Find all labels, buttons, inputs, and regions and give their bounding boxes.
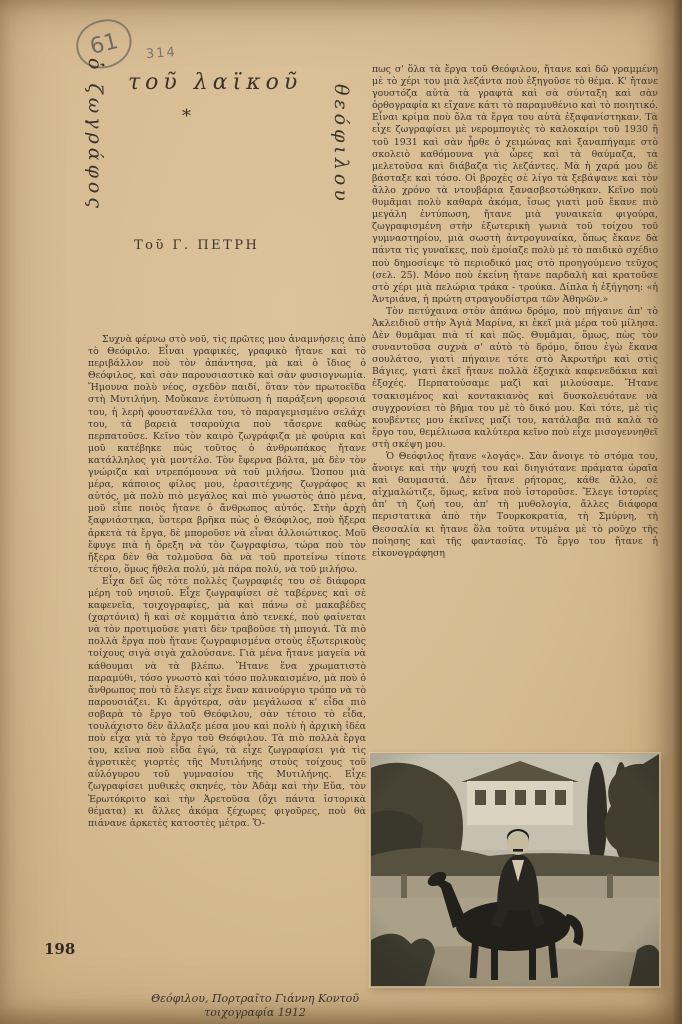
scan-edge-shadow	[672, 0, 682, 1024]
right-column-paragraphs	[372, 306, 658, 560]
author-byline: Τοῦ Γ. ΠΕΤΡΗ	[134, 238, 260, 253]
vertical-title-left: ὁ ζωγράφος	[84, 58, 106, 213]
page-number: 198	[44, 940, 76, 958]
vertical-title-right: θεόφιλου	[330, 84, 352, 205]
left-text-column	[88, 334, 366, 968]
figure-caption-line1: Θεόφιλου, Πορτραῖτο Γιάννη Κοντοῦ	[151, 992, 359, 1005]
painting-photo	[370, 753, 660, 987]
painting-portrait-on-horseback	[371, 754, 659, 986]
right-text-column	[372, 64, 658, 748]
paragraph: Συχνὰ φέρνω στὸ νοῦ, τὶς πρῶτες μου ἀναμνήσεις ἀπὸ τὸ Θεόφιλο. Εἶναι γραφικές, γραφικὸ ἤτανε καὶ τὸ περιβάλλον ποὺ τὸν ἀπάντησα, μὰ καὶ ὁ ἴδιος ὁ Θεόφιλος, καὶ σὰν παρουσιαστικὸ καὶ σὰν φυσιογνωμία. Ἤμουνα πολὺ νέος, σχεδὸν παιδί, ὅταν τὸν πρωτοεῖδα στὴ Μυτιλήνη. Μοὔκανε ἐντύπωση ἡ παράξενη φορεσιά του, ἡ λερὴ φουστανέλλα του, τὸ παραγεμισμένο σελάχι του, τὰ βαρειὰ τσαρούχια ποὺ τἄσερνε καθὼς περπατοῦσε. Κεῖνο τὸν καιρὸ ζωγράφιζα μὲ φούρια καὶ μοῦ κατέβηκε πὼς τοῦτος ὁ ἀνθρωπάκος ἤτανε κατάλληλος γιὰ μοντέλο. Τὸν ἔφερνα βόλτα, μὰ δὲν τὸν γνώριζα καὶ ντρεπόμουνα νὰ τοῦ μιλήσω. Ὥσπου μιὰ μέρα, κάποιος φίλος μου, ἐρασιτέχνης ζωγράφος κι αὐτός, μὰ πολὺ πιὸ μεγάλος καὶ πιὸ γνωστὸς ἀπὸ μένα, μοῦ εἶπε ποιὸς ἤτανε ὁ ἄνθρωπος αὐτός. Στὴν ἀρχὴ ξαφνιάστηκα, ὕστερα βρῆκα πὼς ὁ Θεόφιλος, ποὺ ἤξερα ἀρκετὰ τὰ ἔργα, δὲ μποροῦσε νὰ εἶναι ἀλλοιώτικος. Μοῦ ἔφυγε πιὰ ἡ ὄρεξη νὰ τὸν ζωγραφίσω, τώρα ποὺ τὸν ἤξερα δὲν θὰ τολμοῦσα δὰ νὰ τοῦ προτείνω τίποτε τέτοιο, ὅμως ἤθελα πολύ, μὰ πάρα πολύ, νὰ τοῦ μιλήσω.	[88, 334, 366, 575]
handwritten-number-61: 61	[87, 28, 121, 60]
paragraph-continuation: πως σ' ὅλα τὰ ἔργα τοῦ Θεόφιλου, ἤτανε καὶ δῶ γραμμένη μὲ τὸ χέρι του μιὰ λεζάντα ποὺ ἐξηγοῦσε τὸ θέμα. Κ' ἤτανε γουστόζα αὐτὰ τὰ γραφτὰ καὶ σὰ σύνταξη καὶ σὰν ὀρθογραφία κι εἴχανε κάτι τὸ παραμυθένιο καὶ τὸ ποιητικό. Εἶναι κρίμα ποὺ ὅλα τὰ ἔργα του αὐτὰ ἐξαφανίστηκαν. Τὰ εἶχε ζωγραφίσει μὲ νερομπογιὲς τὸ καλοκαίρι τοῦ 1930 ἢ τοῦ 1931 καὶ σὰν ἦρθε ὁ χειμώνας καὶ ξαναπήγαμε στὸ σκολειὸ καθόμουνα γιὰ ὧρες καὶ τὰ θαύμαζα, τὰ μελετοῦσα καὶ διάβαζα τὶς λεζάντες. Μὰ ἡ χαρά μου δὲ βάσταξε καὶ τόσο. Οἱ βροχὲς σὲ λίγο τὰ ξεβάψανε καὶ τὸν ἄλλο χρόνο τὰ ντουβάρια ξανασβεστώθηκαν. Κεῖνο ποὺ θυμᾶμαι πολὺ καθαρὰ ἀκόμα, ἴσως γιατὶ μοῦ ἔκανε πιὸ μεγάλη ἐντύπωση, ἤτανε μιὰ γυναικεία φιγούρα, ζωγραφισμένη στὴν ἐξωτερικὴ γωνιὰ τοῦ τοίχου τοῦ γυμναστηρίου, μιὰ σωστὴ ἀντρογυναίκα, ὅπως ἔκανε δὰ πάντα τὶς γυναῖκες, ποὺ ἐμοίαζε πολὺ μὲ τὸ παιδικὸ σχέδιο ποὺ δημοσίεψε τὸ περιοδικό μας στὸ προηγούμενο τεῦχος (σελ. 25). Μόνο ποὺ ἐκείνη ἤτανε παρδαλὴ καὶ κρατοῦσε στὸ χέρι μιὰ πελώρια τράκα - τρούκα. Δίπλα ἡ ἐξήγηση: «ἡ Ἀντριάνα, ἡ πρώτη στραγουδίστρα τῶν Ἀθηνῶν.»	[372, 64, 658, 305]
handwritten-number-314: 314	[145, 44, 178, 63]
paragraph: Τὸν πετύχαινα στὸν ἀπάνω δρόμο, ποὺ πήγαινε ἀπ' τὸ Ἀκλειδιοῦ στὴν Ἁγιὰ Μαρίνα, κι ἐκεῖ μιὰ μέρα τοῦ μίλησα. Δὲν θυμᾶμαι πιὰ τί καὶ πῶς. Θυμᾶμαι, ὅμως, πὼς τὸν συναντοῦσα συχνὰ σ' αὐτὸ τὸ δρόμο, ὅπου ἐγὼ ἔκανα σουλάτσο, γιατὶ πήγαινε τότε στὸ Ἀκρωτήρι καὶ στὶς Βάγιες, γιατὶ ἐκεῖ ἤτανε πολλὰ ἐξοχικὰ καφενεδάκια καὶ ἐξοχές. Περπατούσαμε μαζὶ καὶ μιλούσαμε. Ἤτανε τσακισμένος καὶ κοντακιανὸς καὶ δυσκολευότανε νὰ συγχρονίσει τὸ βῆμα του μὲ τὸ δικό μου. Καὶ τότε, μὲ τὶς κουβέντες μου ἐκεῖνες μαζί του, κατάλαβα πιὰ καλὰ τὸ ἔργο του, θεμέλιωσα καλύτερα κεῖνο ποὺ εἶχε μισογεννηθεῖ στὴ σκέψη μου.	[372, 305, 658, 450]
paragraph: Ὁ Θεόφιλος ἤτανε «λογάς». Σὰν ἄνοιγε τὸ στόμα του, ἄνοιγε καὶ τὴν ψυχή του καὶ διηγιότανε πράματα ὡραῖα καὶ θαυμαστά. Δὲν ἤτανε ρήτορας, κάθε ἄλλο, σὲ αἰχμαλώτιζε, ὅμως, κεῖνα ποὺ ἱστοροῦσε. Ἔλεγε ἱστορίες ἀπ' τὴ ζωή του, ἀπ' τὴ μυθολογία, ἄλλες διάφορα περιστατικὰ ἀπὸ τὴν Τουρκοκρατία, τὴ Σμύρνη, τὴ Θεσσαλία κι ἤτανε ὅλα τοῦτα ντυμένα μὲ τὸ ροῦχο τῆς ποίησης καὶ τῆς φαντασίας. Τὸ ἔργο του ἤτανε ἡ εἰκονογράφηση	[372, 451, 658, 559]
paragraph: Εἶχα δεῖ ὣς τότε πολλὲς ζωγραφιές του σὲ διάφορα μέρη τοῦ νησιοῦ. Εἶχε ζωγραφίσει σὲ ταβέρνες καὶ σὲ καφενεῖα, τοιχογραφίες, μὰ καὶ πάνω σὲ μακαβέδες (χαρτόνια) ἢ καὶ σὲ κομμάτια ἀπὸ τενεκέ, ποὺ φαίνεται νὰ τὸν προτιμοῦσε γιατὶ δὲν τραβοῦσε τὴ μπογιά. Τὰ πιὸ πολλὰ ἔργα ποὺ ἤτανε ζωγραφισμένα στοὺς ἐξωτερικοὺς τοίχους σιγὰ σιγὰ χαλούσανε. Γιὰ μένα ἤτανε μαγεία νὰ κάθουμαι νὰ τὰ βλέπω. Ἤτανε ἕνα χρωματιστὸ παραμύθι, τόσο γνωστὸ καὶ τόσο πολυκαισμένο, μὰ ποὺ ὁ ἄνθρωπος ποὺ τὸ ἔλεγε εἶχε ἕναν καινούργιο τρόπο νὰ τὸ παρουσιάζει. Κι ἀργότερα, σὰν μεγάλωσα κ' εἶδα πιὸ σοβαρὰ τὸ ἔργο τοῦ Θεόφιλου, σὰν τέτοιο τὸ εἶδα, τουλάχιστο δὲν ἄλλαξε μέσα μου καὶ πολὺ ἡ ἀρχικὴ ἰδέα ποὺ εἶχα γιὰ τὸ ἔργο τοῦ Θεόφιλου. Τὰ πιὸ πολλὰ ἔργα του, κεῖνα ποὺ εἶδα ἐγώ, τὰ εἶχε ζωγραφίσει γιὰ τὶς ἀγροτικὲς γιορτὲς τῆς Μυτιλήνης στοὺς τοίχους τοῦ αὐλόγυρου τοῦ γυμνασίου τῆς Μυτιλήνης. Εἶχε ζωγραφίσει μυθικὲς σκηνές, τὸν Ἀδὰμ καὶ τὴν Εὔα, τὸν Ἐρωτόκριτο καὶ τὴν Ἀρετοῦσα (ὄχι πάντα ἱστορικὰ θέματα) κι ἄλλες ἀκόμα ξέχωρες φιγοῦρες, ποὺ θὰ πιάνανε ἀρκετὲς κατοστὲς μέτρα. Ὅ-	[88, 575, 366, 829]
figure-caption-line2: τοιχογραφία 1912	[204, 1006, 306, 1019]
figure-caption	[120, 992, 390, 1020]
article-title: τοῦ λαϊκοῦ	[128, 70, 303, 95]
title-star-ornament: *	[182, 106, 191, 127]
